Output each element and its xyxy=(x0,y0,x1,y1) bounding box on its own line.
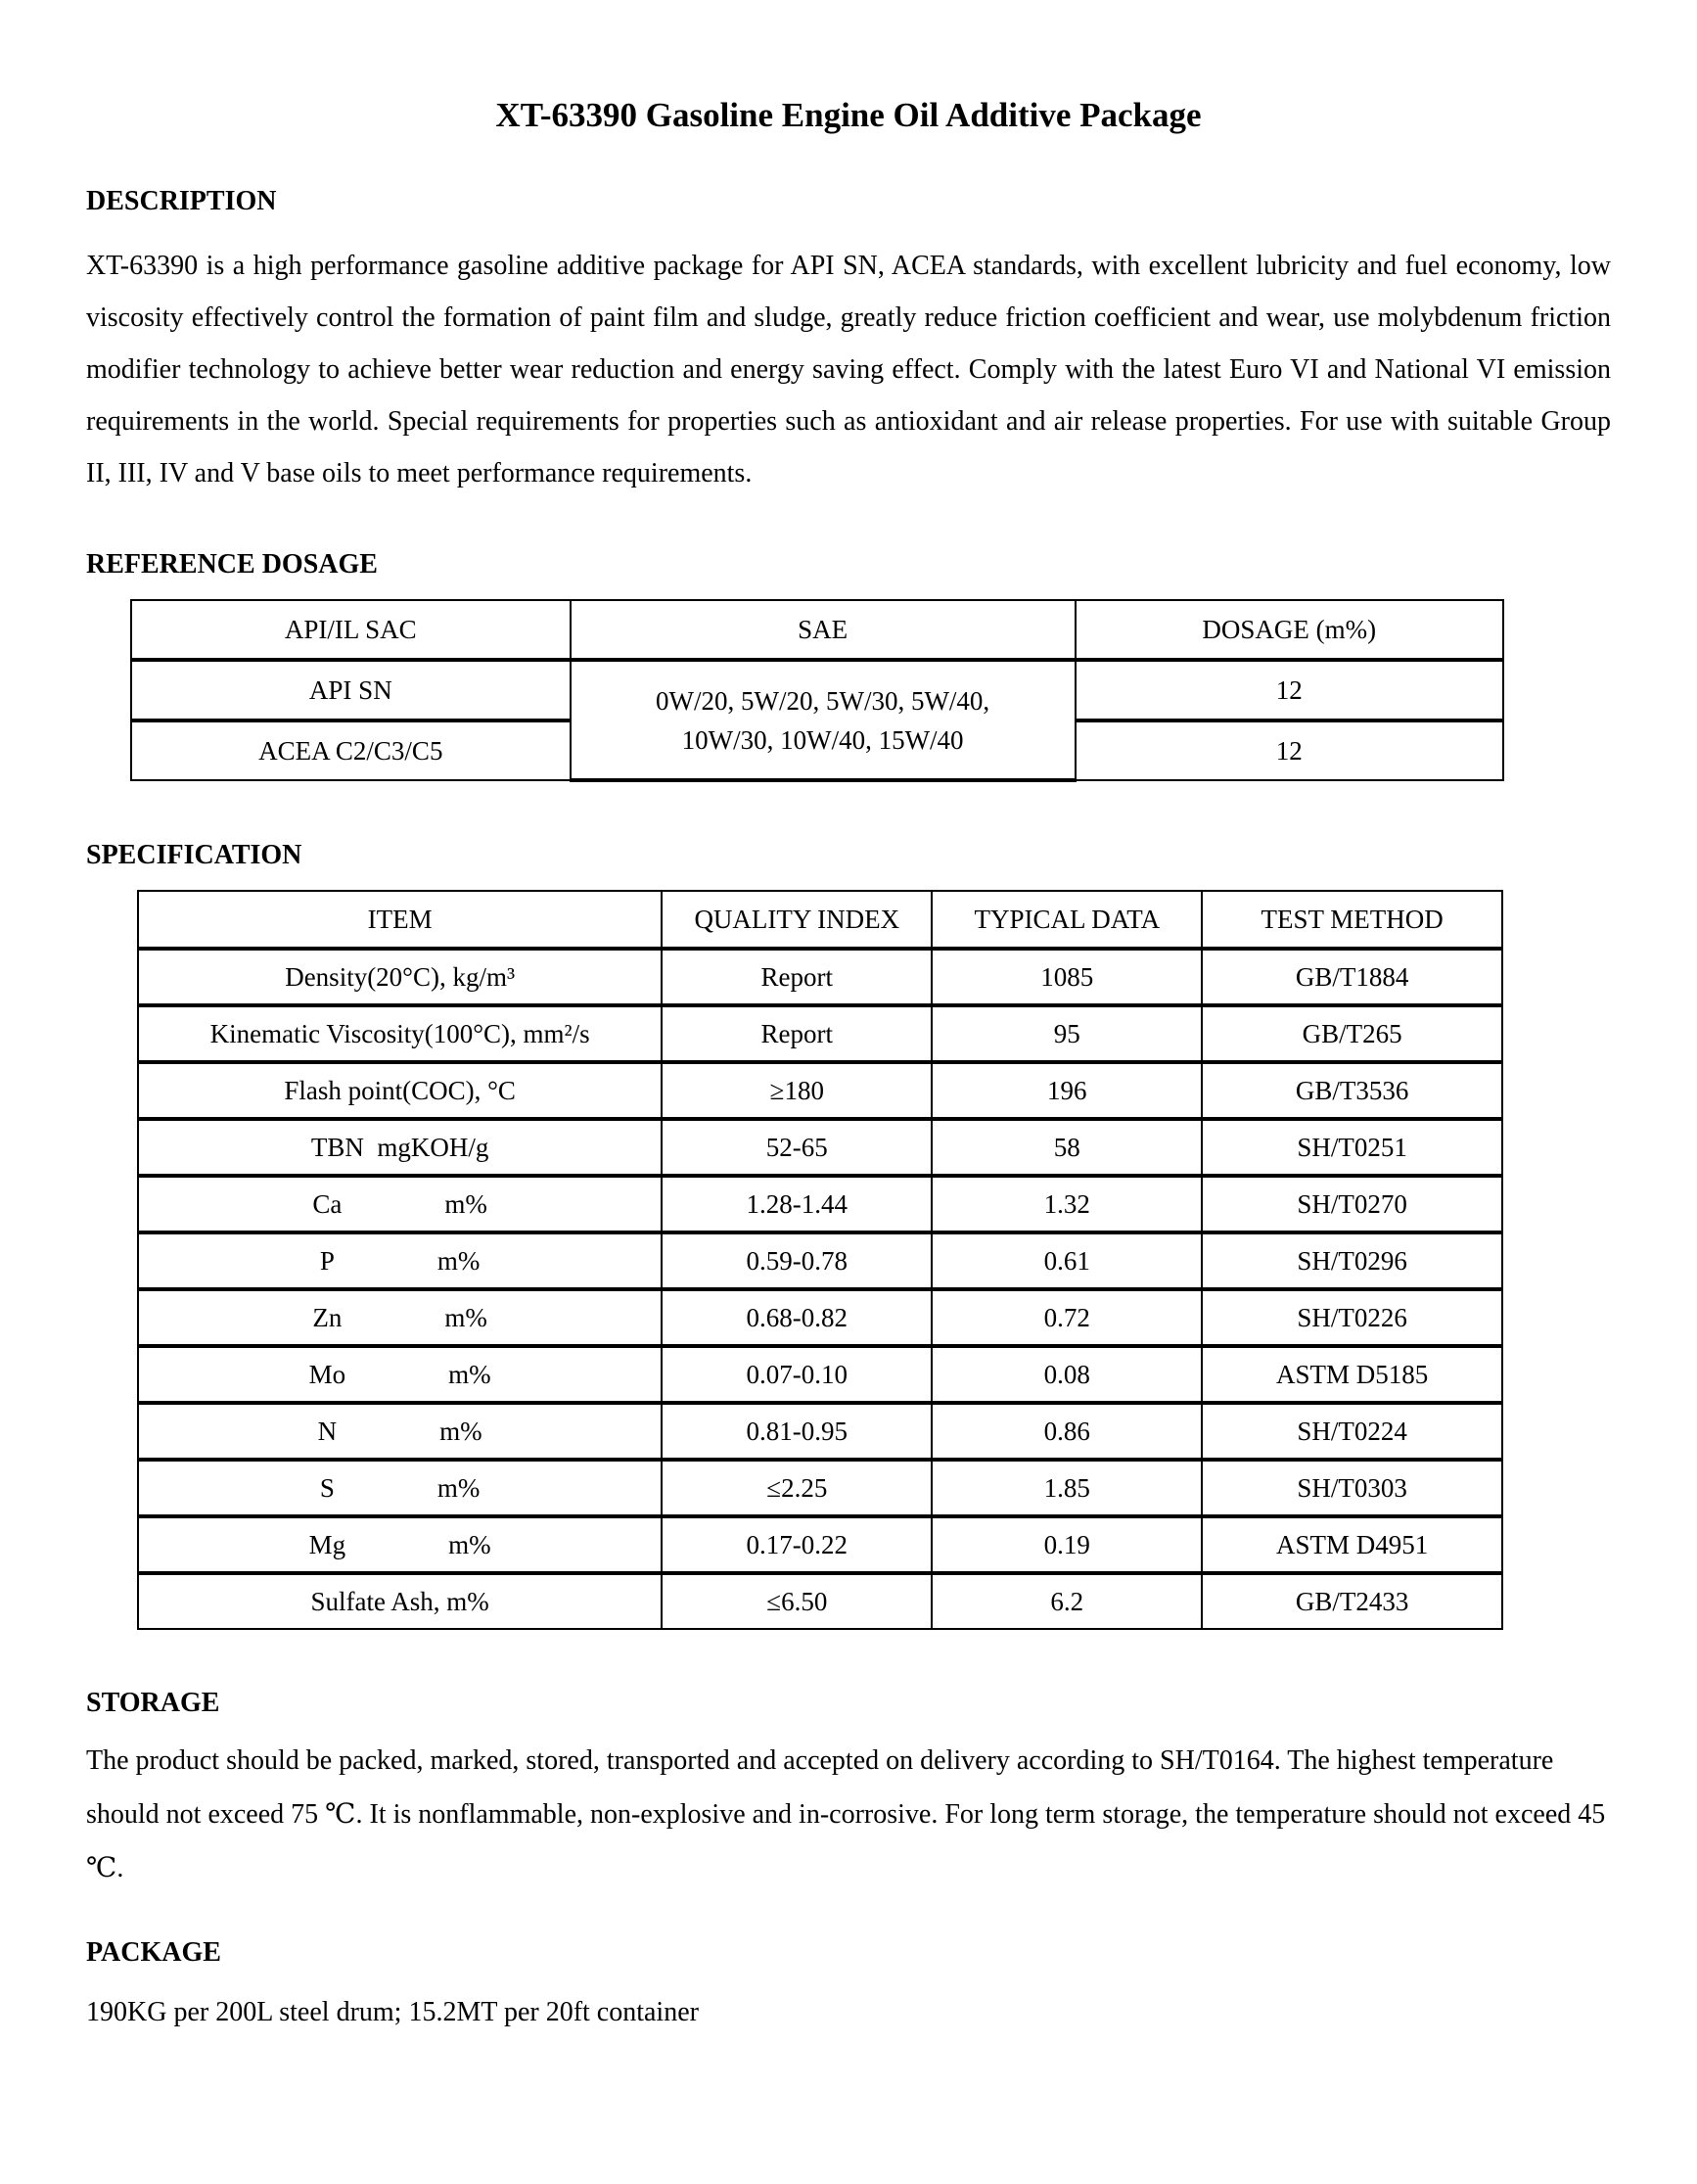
item-unit: m% xyxy=(444,1302,487,1332)
spec-cell-item xyxy=(138,949,662,1005)
spec-header-quality-index: QUALITY INDEX xyxy=(662,891,932,949)
spec-cell-item xyxy=(138,1005,662,1062)
description-heading: DESCRIPTION xyxy=(86,186,277,216)
page-title: XT-63390 Gasoline Engine Oil Additive Package xyxy=(495,96,1202,134)
spec-cell-quality-index: Report xyxy=(662,949,932,1005)
spec-cell-test-method: GB/T1884 xyxy=(1202,949,1502,1005)
dosage-cell-classification: ACEA C2/C3/C5 xyxy=(131,720,571,780)
package-paragraph: 190KG per 200L steel drum; 15.2MT per 20ft container xyxy=(86,1997,699,2027)
item-name: P xyxy=(319,1245,335,1276)
spec-header-test-method: TEST METHOD xyxy=(1202,891,1502,949)
table-row xyxy=(138,1176,1502,1232)
dosage-header-row xyxy=(131,600,1503,660)
spec-cell-test-method: GB/T3536 xyxy=(1202,1062,1502,1119)
table-row xyxy=(138,1403,1502,1460)
spec-cell-typical-data: 0.61 xyxy=(932,1232,1202,1289)
spec-cell-quality-index: 0.17-0.22 xyxy=(662,1516,932,1573)
spec-header-row xyxy=(138,891,1502,949)
spec-cell-test-method: ASTM D5185 xyxy=(1202,1346,1502,1403)
table-row xyxy=(138,1460,1502,1516)
spec-cell-typical-data: 95 xyxy=(932,1005,1202,1062)
spec-cell-typical-data: 0.19 xyxy=(932,1516,1202,1573)
item-unit: m% xyxy=(448,1359,491,1389)
table-row xyxy=(138,1516,1502,1573)
spec-cell-test-method: GB/T2433 xyxy=(1202,1573,1502,1629)
spec-cell-typical-data: 58 xyxy=(932,1119,1202,1176)
item-unit: m% xyxy=(448,1529,491,1559)
reference-dosage-heading: REFERENCE DOSAGE xyxy=(86,549,378,580)
item-unit: m% xyxy=(436,1472,481,1503)
spec-cell-typical-data: 6.2 xyxy=(932,1573,1202,1629)
dosage-header-sae: SAE xyxy=(571,600,1076,660)
table-row xyxy=(138,1005,1502,1062)
spec-cell-item xyxy=(138,1460,662,1516)
dosage-cell-value: 12 xyxy=(1076,720,1503,780)
spec-cell-quality-index: 0.81-0.95 xyxy=(662,1403,932,1460)
spec-cell-item xyxy=(138,1573,662,1629)
spec-cell-typical-data: 0.86 xyxy=(932,1403,1202,1460)
dosage-cell-sae xyxy=(571,660,1076,780)
spec-cell-quality-index: ≥180 xyxy=(662,1062,932,1119)
table-row xyxy=(138,1062,1502,1119)
spec-cell-test-method: SH/T0226 xyxy=(1202,1289,1502,1346)
spec-cell-test-method: SH/T0224 xyxy=(1202,1403,1502,1460)
table-row xyxy=(138,1573,1502,1629)
specification-table xyxy=(137,890,1503,1630)
item-unit: m% xyxy=(436,1245,481,1276)
item-name: Ca xyxy=(312,1188,343,1219)
spec-cell-item xyxy=(138,1516,662,1573)
spec-cell-item xyxy=(138,1232,662,1289)
item-unit: m% xyxy=(444,1188,487,1219)
spec-cell-test-method: SH/T0296 xyxy=(1202,1232,1502,1289)
description-paragraph: XT-63390 is a high performance gasoline additive package for API SN, ACEA standards, with excellent lubricity and fuel economy, low viscosity effectively control the formation of paint film and sludge, greatly reduce friction coefficient and wear, use molybdenum friction modifier technology to achieve better wear reduction and energy saving effect. Comply with the latest Euro VI and National VI emission requirements in the world. Special requirements for properties such as antioxidant and air release properties. For use with suitable Group II, III, IV and V base oils to meet performance requirements. xyxy=(86,251,1611,488)
spec-cell-test-method: GB/T265 xyxy=(1202,1005,1502,1062)
spec-cell-quality-index: 0.68-0.82 xyxy=(662,1289,932,1346)
item-name: S xyxy=(319,1472,335,1503)
spec-cell-item xyxy=(138,1062,662,1119)
table-row xyxy=(138,1289,1502,1346)
spec-cell-test-method: SH/T0251 xyxy=(1202,1119,1502,1176)
spec-cell-test-method: SH/T0270 xyxy=(1202,1176,1502,1232)
sae-line-1: 0W/20, 5W/20, 5W/30, 5W/40, xyxy=(655,685,990,716)
spec-cell-item xyxy=(138,1289,662,1346)
item-name: Zn xyxy=(312,1302,343,1332)
spec-cell-test-method: ASTM D4951 xyxy=(1202,1516,1502,1573)
spec-cell-quality-index: ≤2.25 xyxy=(662,1460,932,1516)
spec-cell-item xyxy=(138,1119,662,1176)
spec-cell-typical-data: 0.72 xyxy=(932,1289,1202,1346)
item-name: Sulfate Ash, m% xyxy=(310,1586,489,1616)
spec-header-typical-data: TYPICAL DATA xyxy=(932,891,1202,949)
spec-cell-item xyxy=(138,1403,662,1460)
spec-cell-quality-index: 1.28-1.44 xyxy=(662,1176,932,1232)
spec-cell-typical-data: 0.08 xyxy=(932,1346,1202,1403)
item-unit: m% xyxy=(439,1416,482,1446)
table-row xyxy=(131,660,1503,720)
sae-line-2: 10W/30, 10W/40, 15W/40 xyxy=(681,724,964,755)
item-name: Flash point(COC), °C xyxy=(284,1075,516,1105)
spec-cell-item xyxy=(138,1176,662,1232)
spec-cell-typical-data: 1.32 xyxy=(932,1176,1202,1232)
item-name: Mo xyxy=(308,1359,346,1389)
dosage-cell-value: 12 xyxy=(1076,660,1503,720)
spec-cell-quality-index: 0.59-0.78 xyxy=(662,1232,932,1289)
storage-heading: STORAGE xyxy=(86,1688,220,1718)
dosage-header-dosage: DOSAGE (m%) xyxy=(1076,600,1503,660)
spec-cell-quality-index: 0.07-0.10 xyxy=(662,1346,932,1403)
spec-cell-quality-index: Report xyxy=(662,1005,932,1062)
storage-paragraph: The product should be packed, marked, stored, transported and accepted on delivery according to SH/T0164. The highest temperature should not exceed 75 ℃. It is nonflammable, non-explosive and in-corrosive. For long term storage, the temperature should not exceed 45 ℃. xyxy=(86,1745,1606,1883)
spec-cell-item xyxy=(138,1346,662,1403)
spec-cell-test-method: SH/T0303 xyxy=(1202,1460,1502,1516)
spec-cell-typical-data: 1.85 xyxy=(932,1460,1202,1516)
item-name: Density(20°C), kg/m³ xyxy=(285,961,516,992)
reference-dosage-table xyxy=(130,599,1504,782)
dosage-cell-classification: API SN xyxy=(131,660,571,720)
item-name: Kinematic Viscosity(100°C), mm²/s xyxy=(209,1018,590,1048)
table-row xyxy=(138,1232,1502,1289)
specification-heading: SPECIFICATION xyxy=(86,840,302,870)
item-name: TBN mgKOH/g xyxy=(310,1132,489,1162)
table-row xyxy=(138,1346,1502,1403)
spec-header-item: ITEM xyxy=(138,891,662,949)
dosage-header-apiilsac: API/IL SAC xyxy=(131,600,571,660)
document-page xyxy=(0,95,1697,2029)
item-name: Mg xyxy=(308,1529,346,1559)
table-row xyxy=(138,1119,1502,1176)
spec-cell-quality-index: ≤6.50 xyxy=(662,1573,932,1629)
package-heading: PACKAGE xyxy=(86,1937,221,1968)
item-name: N xyxy=(317,1416,338,1446)
table-row xyxy=(138,949,1502,1005)
spec-cell-quality-index: 52-65 xyxy=(662,1119,932,1176)
spec-cell-typical-data: 1085 xyxy=(932,949,1202,1005)
spec-cell-typical-data: 196 xyxy=(932,1062,1202,1119)
